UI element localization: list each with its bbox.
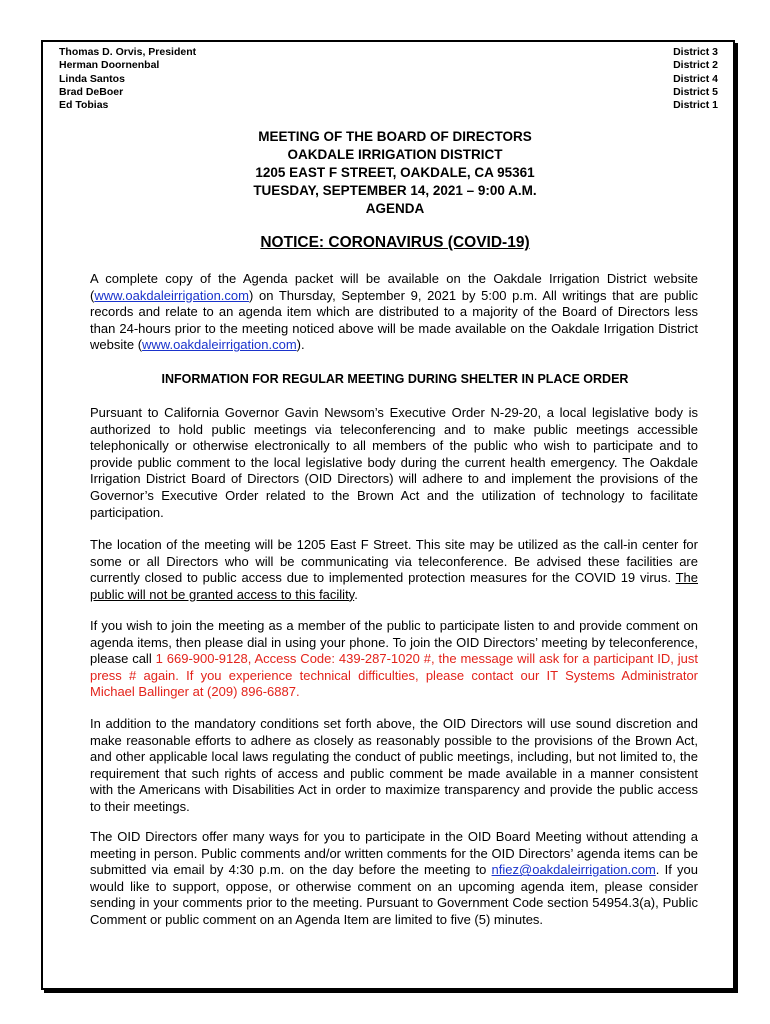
member-name: Linda Santos: [59, 72, 125, 85]
title-line: AGENDA: [365, 201, 425, 216]
teleconference-paragraph: [90, 618, 698, 701]
district-label: District 2: [673, 59, 718, 72]
member-name: Herman Doornenbal: [59, 59, 160, 72]
text-segment: .: [354, 586, 358, 602]
text-segment: The OID Directors offer many ways for you to participate in the OID Board Meeting without attending a meeting in person. Public comments and/or written comments for the OID Directors’ agenda items can be submitted via email by 4:30 p.m. on the day before the meeting to: [90, 829, 698, 878]
shelter-order-subheading: INFORMATION FOR REGULAR MEETING DURING SHELTER IN PLACE ORDER: [161, 372, 629, 386]
text-segment: If you wish to join the meeting as a member of the public to participate listen to and provide comment on agenda items, then please dial in using your phone. To join the OID Directors’ meeting by teleconference, please call: [90, 618, 698, 667]
website-link[interactable]: www.oakdaleirrigation.com: [142, 337, 297, 353]
email-link[interactable]: nfiez@oakdaleirrigation.com: [491, 862, 656, 878]
executive-order-paragraph: Pursuant to California Governor Gavin Newsom’s Executive Order N-29-20, a local legislative body is authorized to hold public meetings via teleconferencing and to make public meetings accessible telephonically or otherwise electronically to all members of the public who wish to participate and to provide public comment to the local legislative body during the current health emergency. The Oakdale Irrigation District Board of Directors (OID Directors) will adhere to and implement the provisions of the Governor’s Executive Order related to the Brown Act and the utilization of technology to facilitate participation.: [90, 405, 698, 520]
member-name: Ed Tobias: [59, 99, 109, 112]
board-members-list: [59, 46, 196, 112]
title-line: TUESDAY, SEPTEMBER 14, 2021 – 9:00 A.M.: [253, 183, 537, 198]
no-access-notice: The public will not be granted access to this facility: [90, 570, 698, 602]
text-segment: A complete copy of the Agenda packet will be available on the Oakdale Irrigation District website (: [90, 271, 698, 303]
title-line: MEETING OF THE BOARD OF DIRECTORS: [258, 129, 532, 144]
text-segment: ).: [296, 337, 305, 353]
text-segment: ) on Thursday, September 9, 2021 by 5:00 p.m. All writings that are public records and relate to an agenda item which are distributed to a majority of the Board of Directors less than 24-hours prior to the meeting noticed above will be made available on the Oakdale Irrigation District website (: [90, 287, 698, 353]
meeting-location-paragraph: [90, 537, 698, 603]
title-line: OAKDALE IRRIGATION DISTRICT: [287, 147, 503, 162]
member-name: Brad DeBoer: [59, 85, 124, 98]
agenda-availability-paragraph: [90, 271, 698, 354]
notice-heading: NOTICE: CORONAVIRUS (COVID-19): [260, 234, 530, 251]
text-segment: The location of the meeting will be 1205 East F Street. This site may be utilized as the call-in center for some or all Directors who will be communicating via teleconference. Be advised these facilities are currently closed to public access due to implemented protection measures for the COVID 19 virus.: [90, 537, 698, 586]
title-line: 1205 EAST F STREET, OAKDALE, CA 95361: [255, 165, 535, 180]
text-segment: . If you would like to support, oppose, or otherwise comment on an upcoming agenda item, please consider sending in your comments prior to the meeting. Pursuant to Government Code section 54954.3(a), Public Comment or public comment on an Agenda Item are limited to five (5) minutes.: [90, 862, 698, 927]
dial-in-instructions: 1 669-900-9128, Access Code: 439-287-1020 #, the message will ask for a participant ID, just press # again. If you experience technical difficulties, please contact our IT Systems Administrator Michael Ballinger at (209) 896-6887.: [90, 651, 698, 700]
district-label: District 1: [673, 99, 718, 112]
ada-paragraph: In addition to the mandatory conditions set forth above, the OID Directors will use sound discretion and make reasonable efforts to adhere as closely as reasonably possible to the provisions of the Brown Act, and other applicable local laws regulating the conduct of public meetings, including, but not limited to, the requirement that such rights of access and public comment be made available in a manner consistent with the Americans with Disabilities Act in order to maximize transparency and provide the public access to their meetings.: [90, 716, 698, 814]
district-label: District 4: [673, 72, 718, 85]
district-label: District 3: [673, 46, 718, 58]
public-comment-paragraph: [90, 829, 698, 929]
meeting-title: [90, 128, 700, 218]
website-link[interactable]: www.oakdaleirrigation.com: [94, 287, 249, 303]
member-name: Thomas D. Orvis, President: [59, 46, 197, 58]
district-label: District 5: [673, 85, 718, 98]
districts-list: [673, 46, 718, 112]
